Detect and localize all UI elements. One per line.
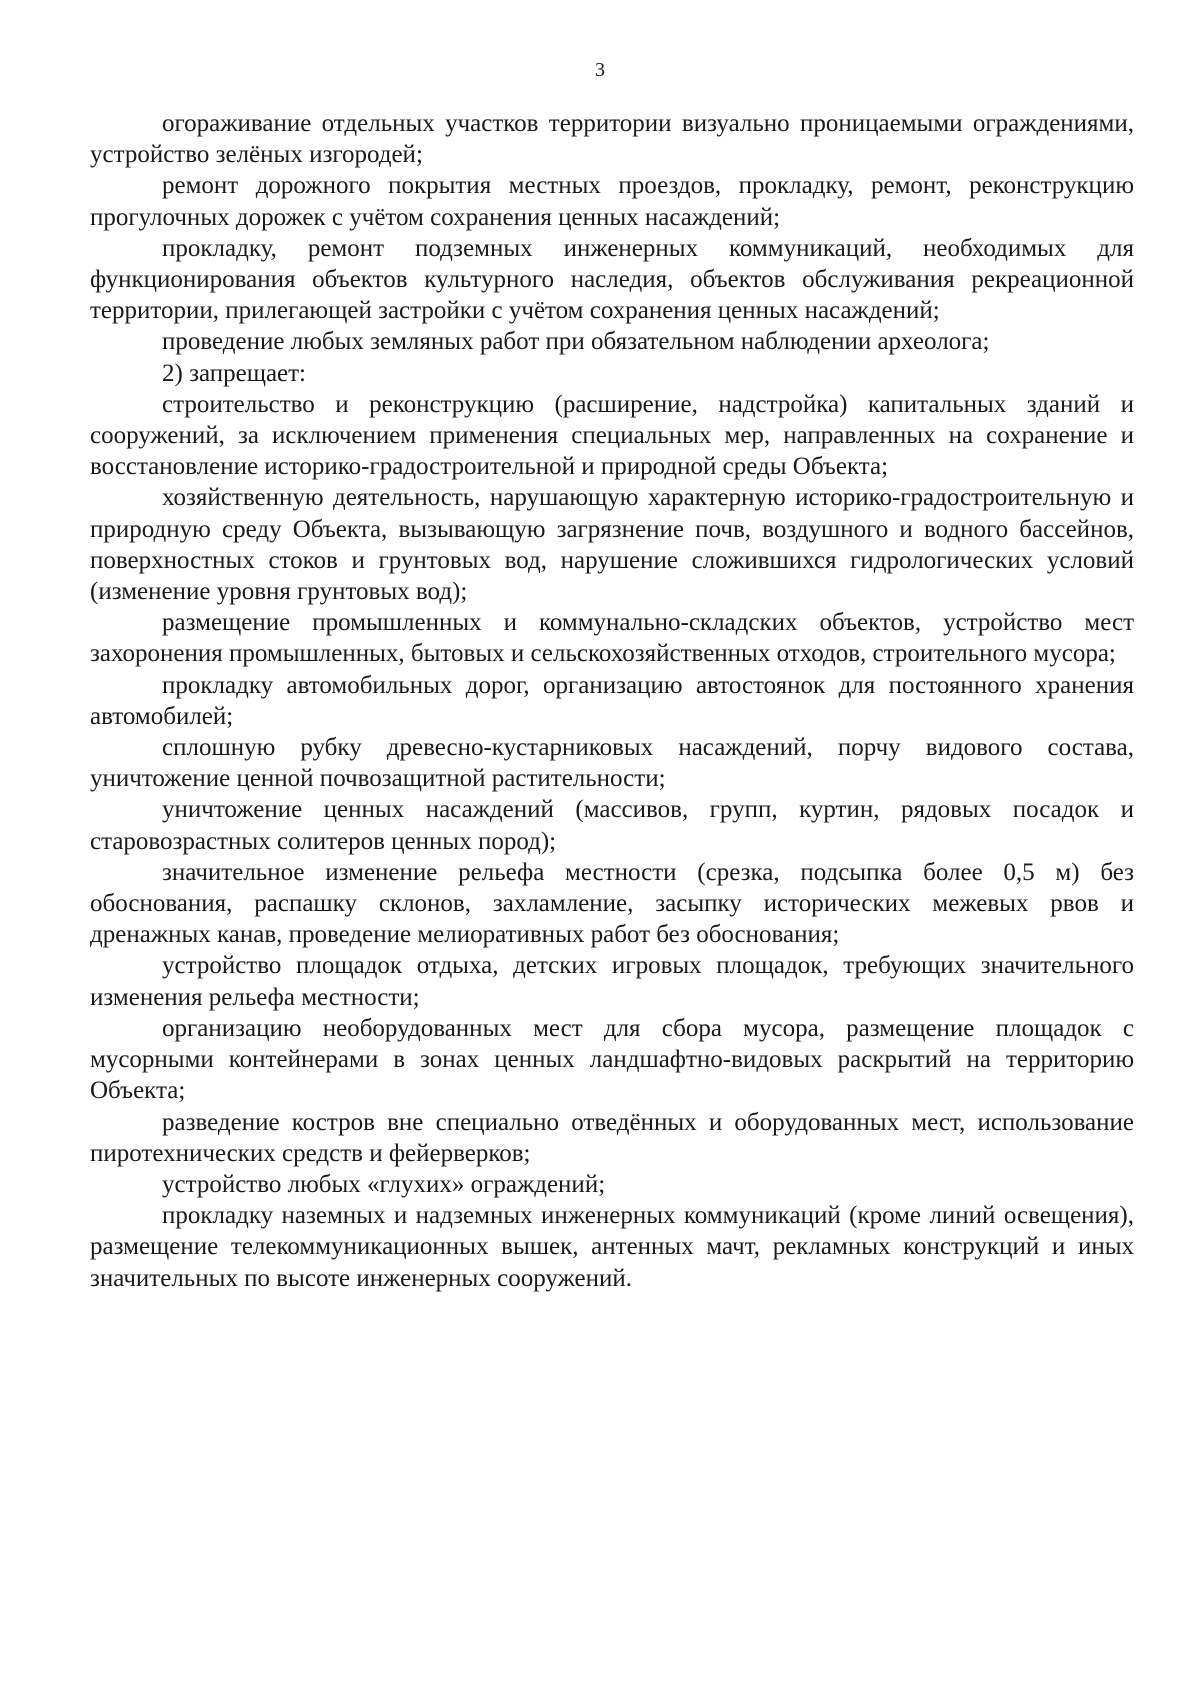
paragraph: прокладку, ремонт подземных инженерных коммуникаций, необходимых для функционирования объектов культурного наследия, объектов обслуживания рекреационной территории, прилегающей застройки с учётом сохранения ценных насаждений; [90,234,1134,325]
paragraph: организацию необорудованных мест для сбора мусора, размещение площадок с мусорными контейнерами в зонах ценных ландшафтно-видовых раскрытий на территорию Объекта; [90,1014,1134,1105]
document-body [90,108,1134,1294]
paragraph: хозяйственную деятельность, нарушающую характерную историко-градостроительную и природную среду Объекта, вызывающую загрязнение почв, воздушного и водного бассейнов, поверхностных стоков и грунтовых вод, нарушение сложившихся гидрологических условий (изменение уровня грунтовых вод); [90,484,1134,606]
paragraph: значительное изменение рельефа местности (срезка, подсыпка более 0,5 м) без обоснования, распашку склонов, захламление, засыпку исторических межевых рвов и дренажных канав, проведение мелиоративных работ без обоснования; [90,858,1134,949]
paragraph: огораживание отдельных участков территории визуально проницаемыми ограждениями, устройство зелёных изгородей; [90,110,1134,169]
paragraph: размещение промышленных и коммунально-складских объектов, устройство мест захоронения промышленных, бытовых и сельскохозяйственных отходов, строительного мусора; [90,609,1134,668]
paragraph: устройство площадок отдыха, детских игровых площадок, требующих значительного изменения рельефа местности; [90,952,1134,1011]
paragraph: прокладку наземных и надземных инженерных коммуникаций (кроме линий освещения), размещение телекоммуникационных вышек, антенных мачт, рекламных конструкций и иных значительных по высоте инженерных сооружений. [90,1202,1134,1292]
paragraph: проведение любых земляных работ при обязательном наблюдении археолога; [162,328,990,356]
paragraph: уничтожение ценных насаждений (массивов, групп, куртин, рядовых посадок и старовозрастных солитеров ценных пород); [90,796,1134,855]
page-number: 3 [595,59,605,81]
paragraph: строительство и реконструкцию (расширение, надстройка) капитальных зданий и сооружений, за исключением применения специальных мер, направленных на сохранение и восстановление историко-градостроительной и природной среды Объекта; [90,390,1134,481]
paragraph: сплошную рубку древесно-кустарниковых насаждений, порчу видового состава, уничтожение ценной почвозащитной растительности; [90,734,1134,793]
paragraph: ремонт дорожного покрытия местных проездов, прокладку, ремонт, реконструкцию прогулочных дорожек с учётом сохранения ценных насаждений; [90,172,1134,231]
paragraph: разведение костров вне специально отведённых и оборудованных мест, использование пиротехнических средств и фейерверков; [90,1108,1134,1167]
paragraph: 2) запрещает: [162,359,307,387]
paragraph: устройство любых «глухих» ограждений; [162,1170,606,1198]
paragraph: прокладку автомобильных дорог, организацию автостоянок для постоянного хранения автомобилей; [90,671,1134,730]
